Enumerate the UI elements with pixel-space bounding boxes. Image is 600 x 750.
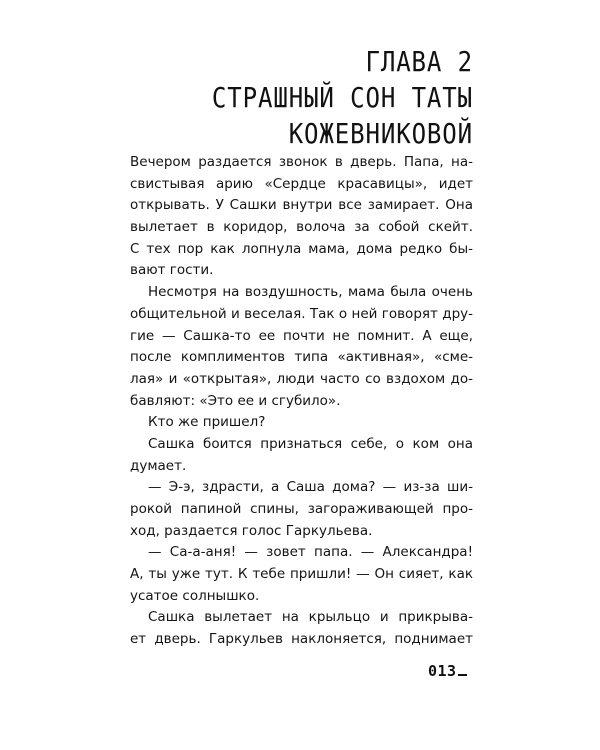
page-number	[428, 662, 467, 680]
text-line: Кто же пришел?	[148, 414, 266, 431]
text-line: ет дверь. Гаркульев наклоняется, поднимает	[130, 631, 473, 648]
text-line: усатое солнышко.	[130, 587, 260, 604]
text-line: открывать. У Сашки внутри все замирает. Она	[130, 197, 473, 214]
chapter-heading	[195, 44, 473, 152]
text-line: рокой папиной спины, загораживающей про-	[130, 501, 473, 517]
text-line: лая» и «открытая», люди часто со вздохом до-	[130, 370, 473, 387]
text-line: Несмотря на воздушность, мама была очень	[148, 284, 473, 301]
text-line: ход, раздается голос Гаркульева.	[130, 522, 373, 539]
text-line: свистывая арию «Сердце красавицы», идет	[130, 175, 473, 192]
text-line: бавляют: «Это ее и сгубило».	[130, 392, 341, 409]
text-line: вылетает в коридор, волоча за собой скейт.	[130, 219, 473, 236]
text-line: после комплиментов типа «активная», «сме-	[130, 349, 473, 366]
text-line: — Э-э, здрасти, а Саша дома? — из-за ши-	[148, 479, 473, 496]
text-line: С тех пор как лопнула мама, дома редко бы-	[130, 240, 473, 257]
text-line: общительной и веселая. Так о ней говорят дру-	[130, 305, 473, 322]
page-number-underscore	[458, 674, 467, 676]
text-line: — Са-а-аня! — зовет папа. — Александра!	[148, 544, 473, 561]
text-line: Сашка вылетает на крыльцо и прикрыва-	[148, 609, 473, 626]
chapter-title-line-2: КОЖЕВНИКОВОЙ	[288, 117, 473, 150]
text-line: Сашка боится признаться себе, о ком она	[148, 435, 473, 452]
text-line: гие — Сашка-то ее почти не помнит. А еще,	[130, 327, 473, 344]
chapter-number: ГЛАВА 2	[365, 45, 473, 78]
text-line: А, ты уже тут. К тебе пришли! — Он сияет, как	[130, 566, 473, 583]
page-number-value: 013	[428, 662, 457, 680]
text-line: вают гости.	[130, 262, 214, 279]
body-text	[130, 152, 473, 651]
text-line: Вечером раздается звонок в дверь. Папа, на-	[130, 154, 473, 170]
text-line: думает.	[130, 457, 187, 474]
chapter-title-line-1: СТРАШНЫЙ СОН ТАТЫ	[211, 81, 473, 114]
